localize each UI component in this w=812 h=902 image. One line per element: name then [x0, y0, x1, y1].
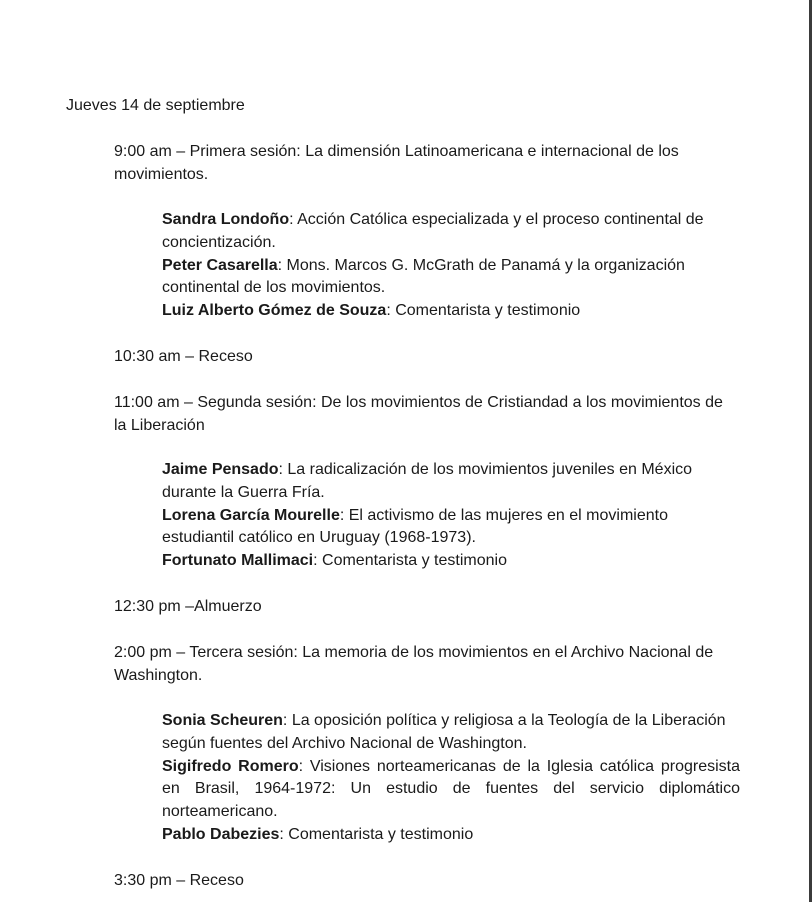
speaker-name: Pablo Dabezies: [162, 825, 280, 843]
talk-item: [162, 255, 740, 301]
speaker-name: Jaime Pensado: [162, 461, 279, 478]
talk-item: [162, 505, 740, 551]
speaker-name: Peter Casarella: [162, 256, 278, 274]
session-1-heading: 9:00 am – Primera sesión: La dimensión Latinoamericana e internacional de los movimientos.: [114, 143, 679, 183]
talk-title: : La oposición política y religiosa a la Teología de la Liberación según fuentes del Archivo Nacional de Washington.: [162, 712, 726, 752]
lunch-break: 12:30 pm –Almuerzo: [114, 598, 262, 615]
talk-title: : La radicalización de los movimientos juveniles en México durante la Guerra Fría.: [162, 461, 693, 501]
session-2-talks: [162, 459, 740, 573]
talk-item: [162, 756, 740, 824]
talk-item: [162, 459, 740, 505]
talk-item: [162, 824, 740, 847]
talk-item: [162, 209, 740, 255]
talk-item: [162, 300, 740, 323]
session-3-heading: 2:00 pm – Tercera sesión: La memoria de los movimientos en el Archivo Nacional de Washington.: [114, 644, 714, 684]
speaker-name: Lorena García Mourelle: [162, 506, 340, 524]
speaker-name: Fortunato Mallimaci: [162, 552, 314, 570]
speaker-name: Sigifredo Romero: [162, 757, 299, 775]
talk-title: : Comentarista y testimonio: [313, 552, 507, 570]
speaker-name: Sandra Londoño: [162, 211, 290, 228]
day-heading: Jueves 14 de septiembre: [66, 97, 245, 114]
talk-title: : Visiones norteamericanas de la Iglesia católica progresista en Brasil, 1964-1972: Un estudio de fuentes del servicio diplomático norteamericano.: [162, 757, 740, 821]
talk-title: : El activismo de las mujeres en el movimiento estudiantil católico en Uruguay (1968-1973).: [162, 506, 668, 547]
session-2-heading: 11:00 am – Segunda sesión: De los movimientos de Cristiandad a los movimientos de la Liberación: [114, 394, 723, 434]
talk-item: [162, 550, 740, 573]
session-3-talks: [162, 710, 740, 847]
break-2: 3:30 pm – Receso: [114, 872, 244, 889]
talk-item: [162, 710, 740, 756]
break-1: 10:30 am – Receso: [114, 348, 253, 365]
talk-title: : Comentarista y testimonio: [386, 302, 581, 320]
speaker-name: Sonia Scheuren: [162, 712, 283, 729]
talk-title: : Comentarista y testimonio: [279, 825, 474, 843]
speaker-name: Luiz Alberto Gómez de Souza: [162, 302, 387, 320]
session-1-talks: [162, 209, 740, 323]
talk-title: : Acción Católica especializada y el proceso continental de concientización.: [162, 211, 704, 251]
talk-title: : Mons. Marcos G. McGrath de Panamá y la organización continental de los movimientos.: [162, 256, 685, 297]
